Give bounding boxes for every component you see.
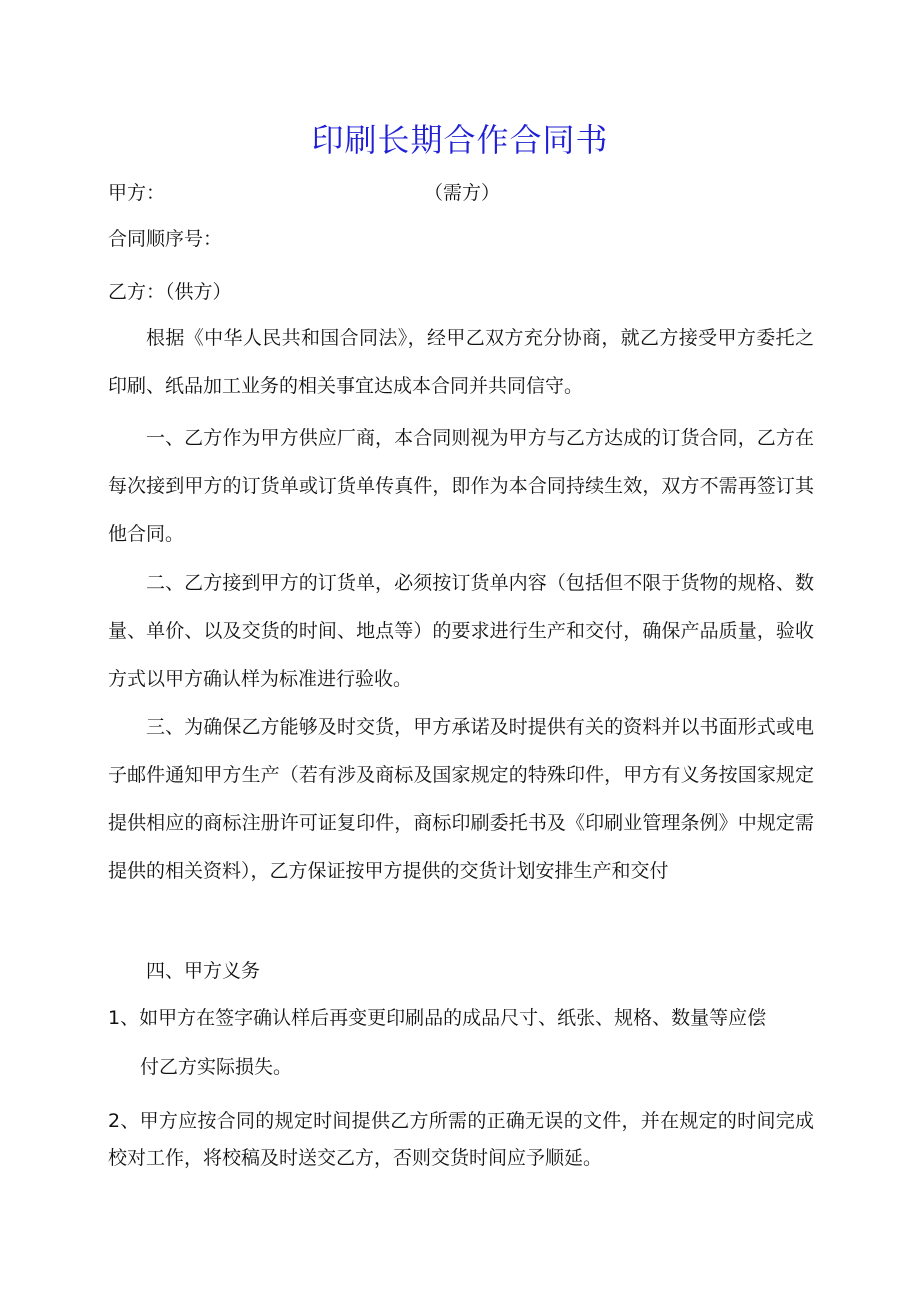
- intro-paragraph: 根据《中华人民共和国合同法》，经甲乙双方充分协商，就乙方接受甲方委托之印刷、纸品加工业务的相关事宜达成本合同并共同信守。: [108, 327, 814, 397]
- obligation-item-2: 2、甲方应按合同的规定时间提供乙方所需的正确无误的文件，并在规定的时间完成校对工作，将校稿及时送交乙方，否则交货时间应予顺延。: [108, 1110, 814, 1169]
- contract-number-label: 合同顺序号：: [108, 228, 223, 250]
- clause-1: 一、乙方作为甲方供应厂商，本合同则视为甲方与乙方达成的订货合同，乙方在每次接到甲方的订货单或订货单传真件，即作为本合同持续生效，双方不需再签订其他合同。: [108, 427, 814, 545]
- section-4-heading: 四、甲方义务: [146, 960, 261, 982]
- obligation-item-1-line-1: 1、如甲方在签字确认样后再变更印刷品的成品尺寸、纸张、规格、数量等应偿: [108, 1007, 767, 1029]
- clause-2: 二、乙方接到甲方的订货单，必须按订货单内容（包括但不限于货物的规格、数量、单价、以及交货的时间、地点等）的要求进行生产和交付，确保产品质量，验收方式以甲方确认样为标准进行验收。: [108, 572, 814, 690]
- document-title: 印刷长期合作合同书: [311, 121, 609, 159]
- clause-3: 三、为确保乙方能够及时交货，甲方承诺及时提供有关的资料并以书面形式或电子邮件通知甲方生产（若有涉及商标及国家规定的特殊印件，甲方有义务按国家规定提供相应的商标注册许可证复印件，商标印刷委托书及《印刷业管理条例》中规定需提供的相关资料），乙方保证按甲方提供的交货计划安排生产和交付: [108, 716, 814, 882]
- obligation-item-1-line-2: 付乙方实际损失。: [140, 1056, 293, 1078]
- party-a-label: 甲方：: [108, 182, 166, 204]
- party-a-role: （需方）: [424, 182, 501, 204]
- party-b-line: 乙方：（供方）: [108, 281, 232, 303]
